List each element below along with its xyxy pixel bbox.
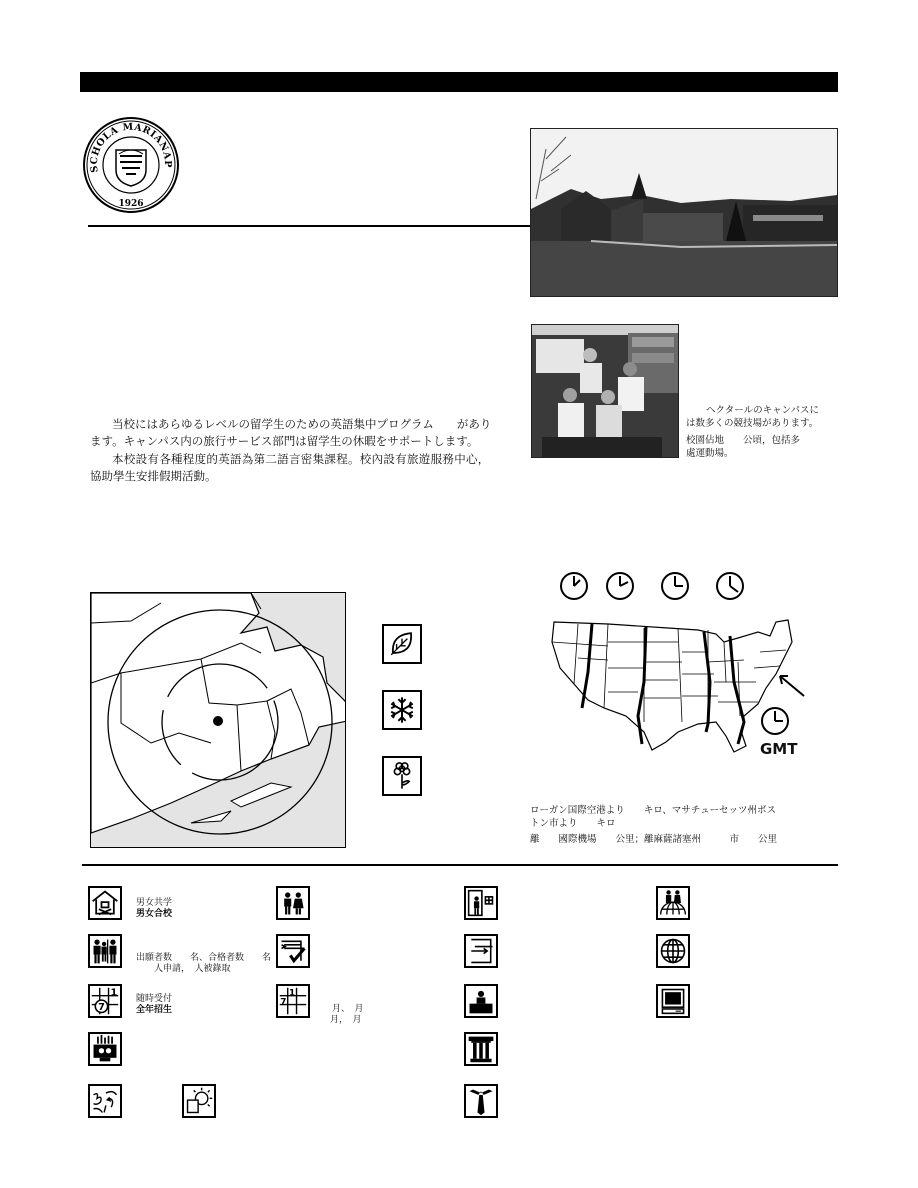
caption-zh-line2: 處運動場。 (686, 448, 734, 459)
caption-jp-line1: ヘクタールのキャンパスに (706, 405, 819, 416)
leaf-icon (382, 624, 422, 664)
dormitory-icon (464, 886, 498, 920)
dates-line2: 月， 月 (330, 1015, 362, 1025)
students-photo (531, 324, 679, 458)
intro-jp-line1: 当校にはあらゆるレベルの留学生のための英語集中プログラム があり (112, 417, 492, 431)
map-caption-jp-line2: トン市より キロ (530, 818, 616, 829)
svg-text:1: 1 (289, 988, 296, 999)
applicants-icon (88, 934, 122, 968)
season-icons (382, 624, 422, 796)
caption-jp-line2: は数多くの競技場があります。 (686, 418, 819, 429)
timezone-clocks (558, 570, 758, 608)
intro-jp-line2: ます。キャンパス内の旅行サービス部門は留学生の休暇をサポートします。 (90, 434, 479, 448)
calendar-rolling-icon (88, 984, 122, 1018)
gmt-clock-icon (760, 706, 790, 740)
international-students-icon (656, 886, 690, 920)
section-rule (88, 225, 530, 227)
svg-text:7: 7 (98, 1001, 105, 1013)
acceptance-check-icon (276, 934, 310, 968)
campus-photo (530, 128, 838, 297)
rolling-jp: 随時受付 (136, 994, 173, 1004)
calendar-dates-icon (276, 984, 310, 1018)
photo-caption (686, 404, 836, 460)
dress-code-icon (464, 1084, 498, 1118)
map-caption-jp-line1: ローガン国際空港より キロ、マサチューセッツ州ボス (530, 805, 776, 816)
footer-rule (82, 864, 838, 866)
column-icon (464, 1032, 498, 1066)
rolling-label (136, 994, 172, 1016)
coed-zh: 男女合校 (136, 909, 173, 919)
rolling-zh: 全年招生 (136, 1005, 173, 1015)
school-location-dot (213, 716, 223, 726)
map-caption (530, 804, 830, 846)
svg-text:1: 1 (110, 987, 118, 999)
gmt-label: GMT (760, 740, 798, 758)
applicants-jp: 出願者数 名、合格者数 名 (136, 953, 272, 963)
applicants-zh: 人申請， 人被錄取 (154, 964, 231, 974)
sunshine-icon (182, 1084, 216, 1118)
school-house-icon (88, 886, 122, 920)
svg-text:7: 7 (280, 997, 287, 1008)
dates-label (330, 1004, 364, 1026)
map-caption-zh-line: 離 國際機場 公里；離麻薩諸塞州 市 公里 (530, 834, 778, 845)
snowflake-icon (382, 690, 422, 730)
globe-icon (656, 934, 690, 968)
teacher-desk-icon (464, 984, 498, 1018)
computer-icon (656, 984, 690, 1018)
intro-text (90, 416, 530, 485)
intro-zh-line2: 協助學生安排假期活動。 (90, 469, 217, 483)
caption-zh-line1: 校園佔地 公頃，包括多 (686, 435, 801, 446)
flower-icon (382, 756, 422, 796)
regional-map (90, 592, 346, 848)
header-bar (80, 72, 838, 92)
forms-icon (464, 934, 498, 968)
dates-line1: 月、 月 (332, 1004, 364, 1014)
applicants-label (136, 953, 271, 975)
intro-zh-line1: 本校設有各種程度的英語為第二語言密集課程。校內設有旅遊服務中心， (112, 452, 490, 466)
male-female-icon (276, 886, 310, 920)
outdoor-recreation-icon (88, 1084, 122, 1118)
seal-year: 1926 (118, 199, 144, 209)
coed-label (136, 898, 172, 920)
school-seal (82, 116, 180, 214)
coed-jp: 男女共学 (136, 898, 173, 908)
seal-text: SCHOLA MARIANAP (88, 121, 174, 174)
lecture-icon (88, 1032, 122, 1066)
